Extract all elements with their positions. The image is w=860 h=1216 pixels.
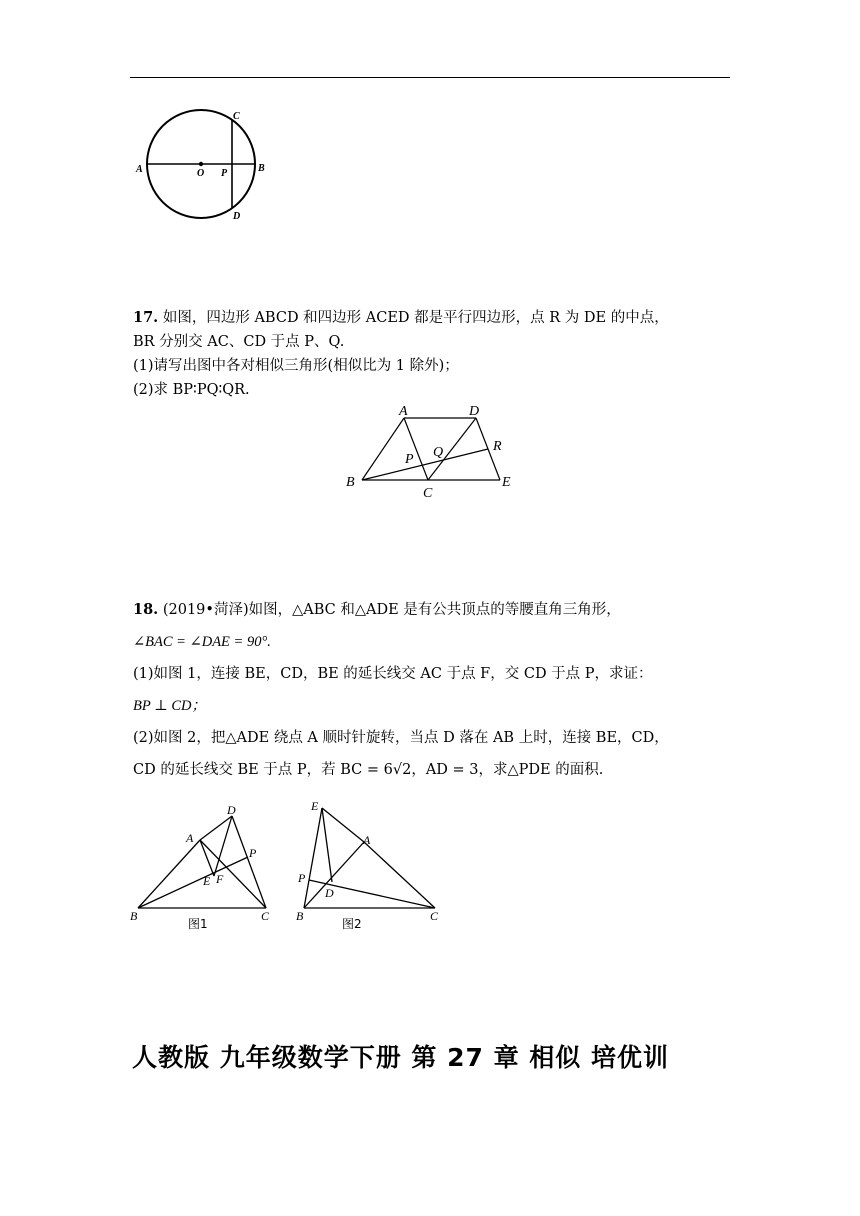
- figure-1: [128, 800, 278, 935]
- label-D: D: [325, 886, 334, 900]
- label-C: C: [233, 111, 240, 122]
- circle-figure: [128, 104, 278, 232]
- label-P: P: [221, 168, 228, 179]
- figure-2-caption: 图2: [342, 917, 362, 931]
- label-B: B: [346, 475, 355, 490]
- label-A: A: [399, 404, 408, 419]
- label-D: D: [227, 803, 236, 817]
- label-A: A: [136, 164, 143, 175]
- q17-line1: 如图，四边形 ABCD 和四边形 ACED 都是平行四边形，点 R 为 DE 的中点，: [162, 310, 669, 326]
- label-F: F: [216, 872, 224, 886]
- label-E: E: [502, 475, 511, 490]
- label-D: D: [233, 211, 241, 222]
- figure-1-caption: 图1: [188, 917, 208, 931]
- q17-number: 17.: [133, 309, 159, 326]
- next-section-title: 人教版 九年级数学下册 第 27 章 相似 培优训: [132, 1043, 670, 1072]
- q18-line1: (2019•菏泽)如图，△ABC 和△ADE 是有公共顶点的等腰直角三角形，: [162, 602, 621, 618]
- q17-line4: (2)求 BP∶PQ∶QR.: [133, 382, 250, 398]
- q18-text: [133, 594, 733, 786]
- label-P: P: [298, 871, 306, 885]
- label-D: D: [469, 404, 480, 419]
- label-C: C: [423, 486, 433, 501]
- label-Q: Q: [433, 445, 444, 460]
- label-B: B: [258, 163, 265, 174]
- q18-line5: (2)如图 2，把△ADE 绕点 A 顺时针旋转，当点 D 落在 AB 上时，连接 BE，CD，: [133, 730, 669, 746]
- label-A: A: [363, 833, 371, 847]
- label-R: R: [493, 439, 502, 454]
- q18-line6: CD 的延长线交 BE 于点 P，若 BC = 6√2，AD = 3，求△PDE 的面积.: [133, 762, 604, 778]
- label-P: P: [249, 846, 257, 860]
- q18-line3: (1)如图 1，连接 BE，CD，BE 的延长线交 AC 于点 F，交 CD 于点 P，求证：: [133, 666, 653, 682]
- label-C: C: [261, 909, 270, 923]
- q18-line4: BP ⊥ CD；: [133, 698, 206, 714]
- label-B: B: [130, 909, 138, 923]
- label-C: C: [430, 909, 439, 923]
- q18-line2: ∠BAC = ∠DAE = 90°.: [133, 634, 271, 650]
- label-A: A: [186, 831, 194, 845]
- label-B: B: [296, 909, 304, 923]
- center-dot: [199, 162, 203, 166]
- q17-line2: BR 分别交 AC、CD 于点 P、Q.: [133, 334, 345, 350]
- q17-text: [133, 306, 733, 402]
- q17-line3: (1)请写出图中各对相似三角形(相似比为 1 除外)；: [133, 358, 459, 374]
- header-rule: [130, 77, 730, 78]
- label-E: E: [203, 874, 211, 888]
- label-P: P: [405, 452, 414, 467]
- label-O: O: [197, 168, 205, 179]
- figure-2: [292, 796, 452, 936]
- q18-number: 18.: [133, 601, 159, 618]
- parallelogram-figure: [340, 400, 520, 504]
- label-E: E: [311, 799, 319, 813]
